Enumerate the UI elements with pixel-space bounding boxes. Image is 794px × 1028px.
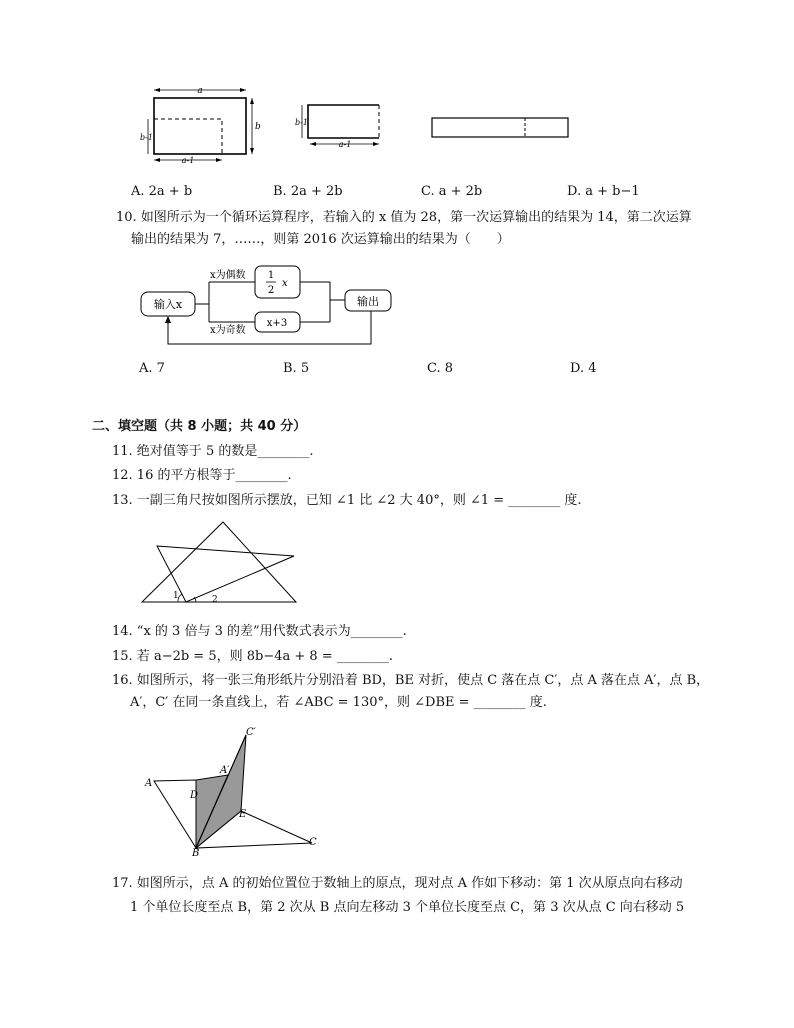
flow-plus3-label: x+3	[266, 318, 288, 329]
q10-option-b: B. 5	[283, 361, 310, 376]
q16-point-a1: A′	[220, 765, 230, 776]
flow-odd-label: x为奇数	[210, 325, 246, 336]
q9-fig1-a-label: a	[197, 86, 203, 96]
q9-option-a: A. 2a + b	[131, 184, 193, 199]
flow-even-label: x为偶数	[210, 270, 246, 281]
q17-text-line1: 17. 如图所示，点 A 的初始位置位于数轴上的原点，现对点 A 作如下移动：第 1 次从原点向右移动	[112, 876, 683, 891]
q15-text: 15. 若 a−2b = 5，则 8b−4a + 8 = ________.	[112, 649, 393, 664]
q9-fig2-bm1-label: b-1	[295, 118, 308, 127]
q9-fig1-am1-label: a-1	[181, 156, 195, 165]
q9-option-b: B. 2a + 2b	[273, 184, 343, 199]
q13-angle1-label: 1	[173, 591, 179, 601]
q9-fig1-bm1-label: b-1	[140, 133, 153, 142]
q16-point-a: A	[145, 778, 153, 789]
q16-point-c: C	[309, 837, 317, 848]
q13-text: 13. 一副三角尺按如图所示摆放，已知 ∠1 比 ∠2 大 40°，则 ∠1 = ________ 度.	[112, 493, 582, 508]
q9-fig1-b-label: b	[255, 122, 261, 132]
q12-text: 12. 16 的平方根等于________.	[112, 468, 292, 483]
flow-half-var: x	[282, 278, 288, 289]
q10-option-a: A. 7	[139, 361, 165, 376]
flow-output-label: 输出	[357, 295, 379, 308]
q10-flowchart	[138, 262, 398, 352]
q11-text: 11. 绝对值等于 5 的数是________.	[112, 444, 314, 459]
q16-figure	[140, 725, 330, 860]
q16-point-d: D	[190, 790, 199, 801]
q16-point-c1: C′	[246, 727, 256, 738]
section-title: 二、填空题（共 8 小题；共 40 分）	[92, 419, 307, 434]
q16-text-line2: A′，C′ 在同一条直线上，若 ∠ABC = 130°，则 ∠DBE = ________ 度.	[130, 695, 547, 710]
flow-half-num: 1	[267, 270, 275, 281]
q9-fig2-am1-label: a-1	[338, 140, 352, 149]
q17-text-line2: 1 个单位长度至点 B，第 2 次从 B 点向左移动 3 个单位长度至点 C，第 3 次从点 C 向右移动 5	[130, 900, 685, 915]
q10-text-line2: 输出的结果为 7，……，则第 2016 次运算输出的结果为（ ）	[131, 232, 510, 247]
q14-text: 14. “x 的 3 倍与 3 的差”用代数式表示为________.	[112, 624, 407, 639]
q16-point-b: B	[192, 848, 200, 859]
q9-figure	[130, 80, 590, 170]
q13-angle2-label: 2	[212, 595, 218, 605]
q16-text-line1: 16. 如图所示，将一张三角形纸片分别沿着 BD，BE 对折，使点 C 落在点 C′，点 A 落在点 A′，点 B，	[112, 673, 710, 688]
flow-half-den: 2	[267, 285, 275, 296]
q10-text-line1: 10. 如图所示为一个循环运算程序，若输入的 x 值为 28，第一次运算输出的结果为 14，第二次运算	[116, 210, 692, 225]
q10-option-c: C. 8	[427, 361, 454, 376]
q13-figure	[140, 520, 300, 610]
q10-option-d: D. 4	[570, 361, 597, 376]
flow-input-label: 输入x	[153, 298, 183, 311]
q9-option-d: D. a + b−1	[567, 184, 640, 199]
q9-option-c: C. a + 2b	[421, 184, 483, 199]
q16-point-e: E	[239, 809, 247, 820]
